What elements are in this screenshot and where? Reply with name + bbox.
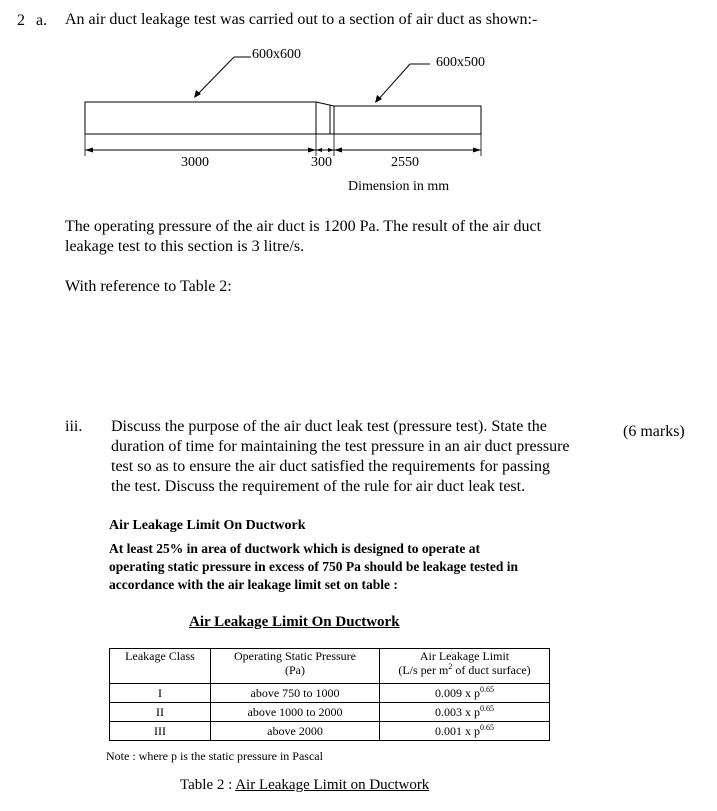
- duct-transition: [316, 102, 334, 134]
- subquestion-line-1: Discuss the purpose of the air duct leak test (pressure test). State the: [111, 418, 547, 435]
- header-limit-unit-exp: 2: [448, 662, 453, 671]
- dimension-2550: 2550: [391, 155, 419, 170]
- limit-formula: 0.003 x p: [435, 705, 480, 719]
- class-cell: III: [110, 722, 211, 741]
- limit-exponent: 0.65: [480, 704, 494, 713]
- header-pressure-line1: Operating Static Pressure: [234, 649, 356, 663]
- limit-exponent: 0.65: [480, 723, 494, 732]
- leader-line-left-diag: [196, 57, 234, 96]
- duct-section-small: [334, 106, 481, 134]
- table-row: [110, 684, 550, 703]
- header-air-leakage-limit: [380, 649, 550, 684]
- limit-cell: [380, 722, 550, 741]
- leader-line-right-diag: [377, 64, 410, 101]
- table-row: [110, 722, 550, 741]
- marks-label: (6 marks): [623, 423, 685, 440]
- header-class-text: Leakage Class: [125, 649, 195, 663]
- dim-arrow-3a: [334, 148, 342, 153]
- question-part: a.: [36, 12, 48, 29]
- dimension-unit-note: Dimension in mm: [348, 179, 450, 194]
- table-header-row: [110, 649, 550, 684]
- class-cell: II: [110, 703, 211, 722]
- dim-arrow-1b: [308, 148, 316, 153]
- caption-prefix: Table 2 :: [180, 777, 236, 793]
- header-pressure-line2: (Pa): [285, 663, 305, 677]
- dim-arrow-2a: [316, 148, 322, 152]
- header-limit-unit-post: of duct surface): [452, 663, 531, 677]
- pressure-cell: above 2000: [211, 722, 380, 741]
- question-number: 2: [17, 12, 25, 29]
- pressure-text-line1: The operating pressure of the air duct is 1200 Pa. The result of the air duct: [65, 218, 542, 235]
- duct-section-large: [85, 102, 316, 134]
- excerpt-line-3: accordance with the air leakage limit set on table :: [109, 577, 398, 592]
- reference-text: With reference to Table 2:: [65, 278, 232, 295]
- limit-formula: 0.009 x p: [435, 686, 480, 700]
- dim-arrow-1a: [85, 148, 93, 153]
- pressure-cell: above 750 to 1000: [211, 684, 380, 703]
- table-note: Note : where p is the static pressure in Pascal: [106, 749, 323, 763]
- limit-exponent: 0.65: [480, 685, 494, 694]
- pressure-text-line2: leakage test to this section is 3 litre/s.: [65, 238, 305, 255]
- dim-arrow-2b: [328, 148, 334, 152]
- header-operating-pressure: [211, 649, 380, 684]
- limit-cell: [380, 703, 550, 722]
- table-caption: [180, 777, 429, 794]
- leakage-table: [109, 648, 550, 741]
- dimension-300: 300: [311, 155, 332, 170]
- table-title: Air Leakage Limit On Ductwork: [189, 614, 400, 630]
- subquestion-line-4: the test. Discuss the requirement of the rule for air duct leak test.: [111, 478, 526, 495]
- class-cell: I: [110, 684, 211, 703]
- pressure-cell: above 1000 to 2000: [211, 703, 380, 722]
- subquestion-line-3: test so as to ensure the air duct satisfied the requirements for passing: [111, 458, 550, 475]
- caption-title: Air Leakage Limit on Ductwork: [235, 777, 430, 793]
- excerpt-heading: Air Leakage Limit On Ductwork: [109, 518, 306, 533]
- duct-diagram: [0, 0, 717, 200]
- leader-arrow-left: [194, 90, 201, 98]
- limit-formula: 0.001 x p: [435, 724, 480, 738]
- excerpt-line-2: operating static pressure in excess of 750 Pa should be leakage tested in: [109, 559, 518, 574]
- excerpt-line-1: At least 25% in area of ductwork which is designed to operate at: [109, 541, 480, 556]
- question-intro: An air duct leakage test was carried out to a section of air duct as shown:-: [65, 11, 538, 28]
- table-row: [110, 703, 550, 722]
- subquestion-number: iii.: [65, 418, 83, 435]
- header-limit-unit: (L/s per m: [398, 663, 449, 677]
- dim-arrow-3b: [473, 148, 481, 153]
- subquestion-line-2: duration of time for maintaining the test pressure in an air duct pressure: [111, 438, 570, 455]
- duct-label-600x600: 600x600: [252, 47, 301, 62]
- header-limit-line1: Air Leakage Limit: [419, 649, 510, 663]
- header-limit-line2: [384, 663, 545, 677]
- duct-label-600x500: 600x500: [436, 55, 485, 70]
- dimension-3000: 3000: [181, 155, 209, 170]
- header-leakage-class: [110, 649, 211, 684]
- limit-cell: [380, 684, 550, 703]
